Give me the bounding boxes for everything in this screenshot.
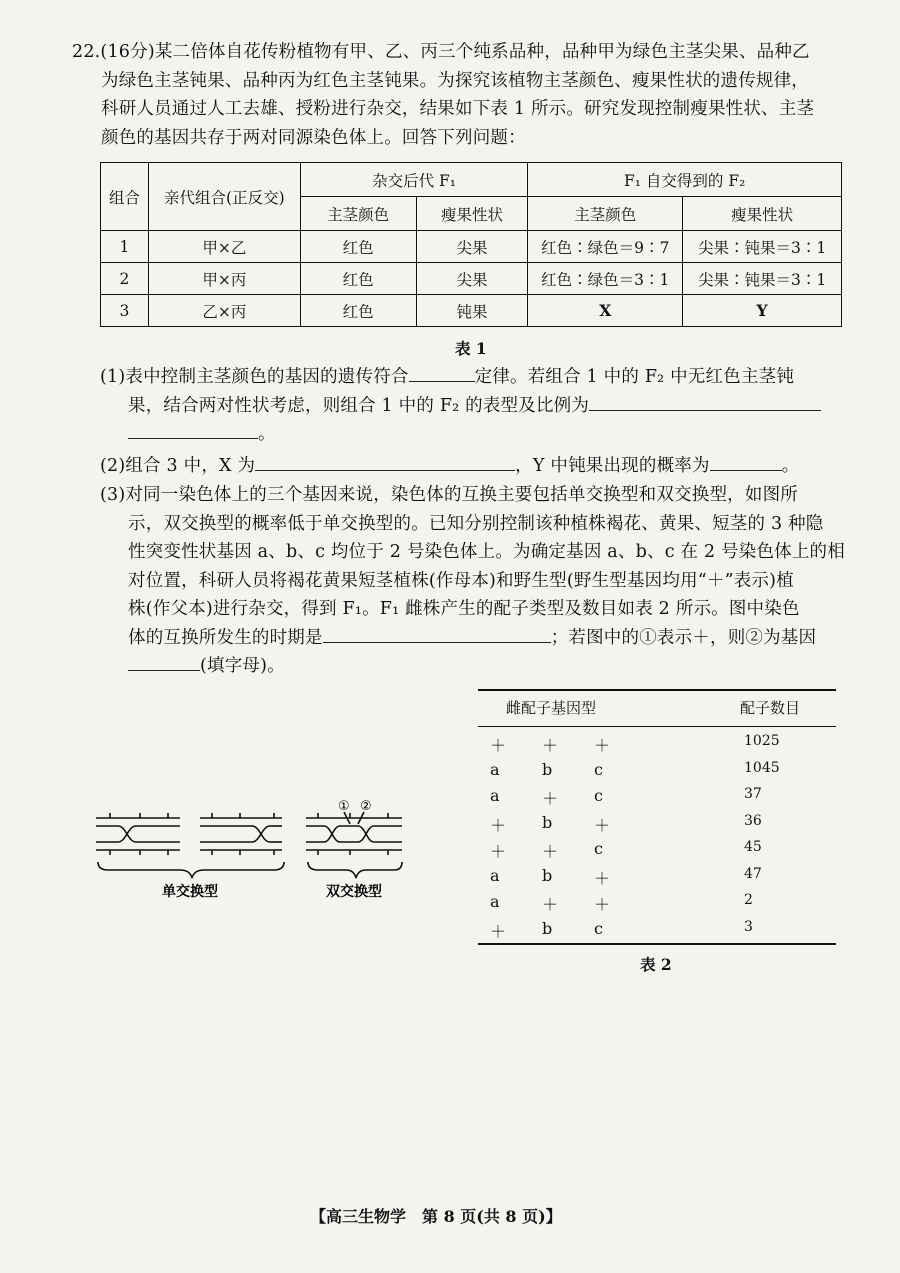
table1-header-f2-color: 主茎颜色 bbox=[528, 197, 683, 231]
table1-cell-id: 1 bbox=[101, 231, 149, 263]
table1-cell-f2-fruit: 尖果∶钝果＝3∶1 bbox=[683, 263, 842, 295]
table2-cell-count: 3 bbox=[744, 918, 753, 935]
table1-cell-parents: 乙×丙 bbox=[148, 295, 300, 327]
table2-cell-allele: ＋ bbox=[594, 736, 611, 755]
table1-cell-f2-color: 红色∶绿色＝3∶1 bbox=[528, 263, 683, 295]
table1-cell-f1-fruit: 尖果 bbox=[416, 231, 528, 263]
double-crossover-brace bbox=[308, 862, 402, 878]
table2-cell-allele: ＋ bbox=[542, 895, 559, 914]
table2-cell-count: 1045 bbox=[744, 759, 780, 776]
table2-cell-count: 36 bbox=[744, 812, 762, 829]
table2-cell-allele: ＋ bbox=[490, 815, 507, 835]
table2-caption: 表 2 bbox=[640, 955, 672, 974]
table1-cell-parents: 甲×乙 bbox=[148, 231, 300, 263]
label-double-crossover: 双交换型 bbox=[326, 884, 382, 900]
marker-1: ① bbox=[338, 799, 350, 814]
answer-blank-phenotype-cont[interactable] bbox=[128, 422, 258, 439]
table-row bbox=[478, 839, 836, 863]
marker-2: ② bbox=[360, 799, 372, 814]
table1-cell-f2-fruit: 尖果∶钝果＝3∶1 bbox=[683, 231, 842, 263]
table1-cell-f1-color: 红色 bbox=[300, 263, 416, 295]
table-row bbox=[478, 892, 836, 916]
table1-cell-f2-fruit: Y bbox=[683, 295, 842, 327]
table2-cell-allele: a bbox=[490, 786, 500, 805]
table2-cell-count: 45 bbox=[744, 839, 762, 855]
table-row bbox=[478, 786, 836, 810]
q22-line-3: 科研人员通过人工去雄、授粉进行杂交，结果如下表 1 所示。研究发现控制瘦果性状、主茎 bbox=[101, 99, 815, 119]
table2-header-count: 配子数目 bbox=[740, 699, 801, 717]
table2-cell-allele: a bbox=[490, 865, 500, 885]
answer-blank-period[interactable] bbox=[323, 626, 551, 643]
table1-cell-f1-fruit: 尖果 bbox=[416, 263, 528, 295]
table1-cell-f2-color: 红色∶绿色＝9∶7 bbox=[528, 231, 683, 263]
table2-cell-allele: c bbox=[594, 759, 603, 779]
question-22-stem bbox=[72, 38, 862, 152]
table2-cell-allele: ＋ bbox=[542, 789, 559, 808]
table1-cell-f2-color: X bbox=[528, 295, 683, 327]
table-row bbox=[478, 919, 836, 943]
answer-blank-y-probability[interactable] bbox=[710, 454, 782, 471]
table2-cell-allele: ＋ bbox=[594, 815, 611, 835]
table2-cell-allele: c bbox=[594, 839, 603, 858]
table-2 bbox=[478, 689, 836, 947]
table-row bbox=[478, 813, 836, 837]
q3-line-1: (3)对同一染色体上的三个基因来说，染色体的互换主要包括单交换型和双交换型，如图所 bbox=[100, 485, 798, 505]
crossover-figure bbox=[88, 796, 418, 906]
q22-line-2: 为绿色主茎钝果、品种丙为红色主茎钝果。为探究该植物主茎颜色、瘦果性状的遗传规律， bbox=[101, 70, 809, 91]
table2-cell-allele: ＋ bbox=[542, 736, 559, 755]
table2-header-genotype: 雌配子基因型 bbox=[506, 699, 597, 717]
table-row bbox=[478, 866, 836, 890]
table2-cell-allele: ＋ bbox=[490, 921, 507, 941]
table1-header-f1-fruit: 瘦果性状 bbox=[416, 197, 528, 231]
single-crossover-diagram-2 bbox=[200, 813, 282, 855]
table2-cell-allele: ＋ bbox=[542, 842, 559, 861]
q22-line-1: 22.(16分)某二倍体自花传粉植物有甲、乙、丙三个纯系品种，品种甲为绿色主茎尖果、品种乙 bbox=[72, 42, 810, 62]
table1-header-f1-color: 主茎颜色 bbox=[300, 197, 416, 231]
table2-cell-allele: b bbox=[542, 918, 553, 938]
q2-text-b: ，Y 中钝果出现的概率为 bbox=[515, 456, 710, 476]
q3-line-6a: 体的互换所发生的时期是 bbox=[128, 627, 323, 648]
table-1 bbox=[100, 162, 842, 327]
label-single-crossover: 单交换型 bbox=[162, 884, 218, 900]
table-row bbox=[101, 295, 842, 327]
q1-text-b: 定律。若组合 1 中的 F₂ 中无红色主茎钝 bbox=[474, 367, 795, 387]
single-crossover-diagram-1 bbox=[96, 813, 180, 855]
q3-line-3: 性突变性状基因 a、b、c 均位于 2 号染色体上。为确定基因 a、b、c 在 2 号染色体上的相 bbox=[128, 542, 845, 562]
table1-caption: 表 1 bbox=[455, 339, 487, 358]
table2-cell-allele: c bbox=[594, 786, 603, 805]
question-2 bbox=[100, 452, 870, 481]
answer-blank-law[interactable] bbox=[409, 365, 475, 382]
answer-blank-gene-letter[interactable] bbox=[128, 654, 200, 671]
table2-cell-allele: b bbox=[542, 759, 553, 779]
table2-cell-allele: ＋ bbox=[490, 736, 507, 755]
table2-cell-allele: b bbox=[542, 865, 553, 885]
table-row bbox=[478, 733, 836, 757]
table1-cell-f1-fruit: 钝果 bbox=[416, 295, 528, 327]
table2-cell-count: 37 bbox=[744, 786, 762, 802]
page-footer: 【高三生物学 第 8 页(共 8 页)】 bbox=[310, 1207, 562, 1226]
table2-cell-count: 2 bbox=[744, 892, 753, 908]
answer-blank-x[interactable] bbox=[255, 454, 515, 471]
table-row bbox=[478, 760, 836, 784]
table2-cell-allele: ＋ bbox=[594, 895, 611, 914]
table2-cell-allele: ＋ bbox=[490, 842, 507, 861]
table1-cell-f1-color: 红色 bbox=[300, 295, 416, 327]
single-crossover-brace bbox=[98, 862, 284, 878]
table1-cell-parents: 甲×丙 bbox=[148, 263, 300, 295]
table-row bbox=[101, 263, 842, 295]
table2-cell-allele: a bbox=[490, 759, 500, 779]
table1-cell-id: 2 bbox=[101, 263, 149, 295]
q2-text-a: (2)组合 3 中，X 为 bbox=[100, 456, 256, 476]
table1-header-parents: 亲代组合(正反交) bbox=[148, 163, 300, 231]
table1-header-f1: 杂交后代 F₁ bbox=[300, 163, 528, 197]
question-1 bbox=[100, 363, 870, 449]
table1-header-f2-fruit: 瘦果性状 bbox=[683, 197, 842, 231]
table1-header-f2: F₁ 自交得到的 F₂ bbox=[528, 163, 842, 197]
answer-blank-phenotype[interactable] bbox=[589, 394, 821, 411]
double-crossover-diagram bbox=[306, 812, 402, 855]
q2-text-c: 。 bbox=[781, 456, 800, 476]
q22-line-4: 颜色的基因共存于两对同源染色体上。回答下列问题： bbox=[101, 127, 526, 148]
q3-line-2: 示，双交换型的概率低于单交换型的。已知分别控制该种植株褐花、黄果、短茎的 3 种隐 bbox=[128, 513, 824, 534]
q3-line-4: 对位置，科研人员将褐花黄果短茎植株(作母本)和野生型(野生型基因均用“＋”表示)植 bbox=[128, 570, 794, 591]
table2-cell-count: 47 bbox=[744, 865, 762, 882]
q3-line-5: 株(作父本)进行杂交，得到 F₁。F₁ 雌株产生的配子类型及数目如表 2 所示。图中染色 bbox=[128, 599, 800, 619]
q3-line-7: (填字母)。 bbox=[200, 656, 285, 676]
q1-text-a: (1)表中控制主茎颜色的基因的遗传符合 bbox=[100, 367, 409, 387]
q3-line-6b: ；若图中的①表示＋，则②为基因 bbox=[550, 627, 817, 648]
table2-cell-allele: a bbox=[490, 892, 500, 911]
q1-text-c: 果，结合两对性状考虑，则组合 1 中的 F₂ 的表型及比例为 bbox=[128, 395, 590, 416]
table2-cell-allele: ＋ bbox=[594, 868, 611, 888]
table1-cell-f1-color: 红色 bbox=[300, 231, 416, 263]
table1-header-group: 组合 bbox=[101, 163, 149, 231]
table2-cell-count: 1025 bbox=[744, 733, 780, 749]
q1-text-d: 。 bbox=[258, 424, 276, 444]
table2-cell-allele: c bbox=[594, 918, 603, 938]
table-row bbox=[101, 231, 842, 263]
question-3 bbox=[100, 481, 870, 681]
table2-cell-allele: b bbox=[542, 812, 553, 832]
table1-cell-id: 3 bbox=[101, 295, 149, 327]
